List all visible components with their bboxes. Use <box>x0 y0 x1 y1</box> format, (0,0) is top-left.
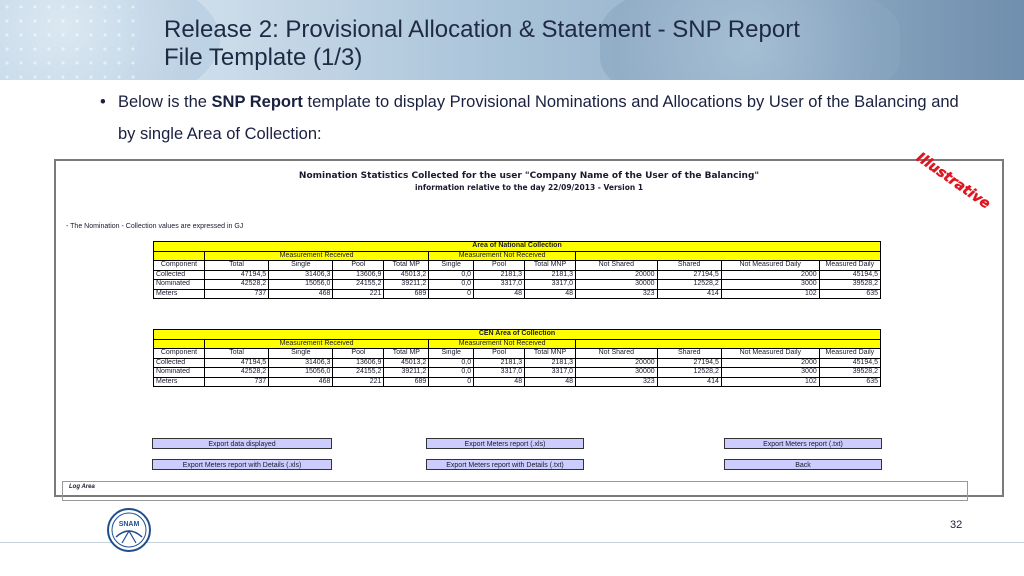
blank-cell <box>576 339 881 349</box>
cell: 689 <box>384 289 429 299</box>
cell: 635 <box>819 377 880 387</box>
column-header: Single <box>269 261 333 271</box>
export-xls-button[interactable]: Export Meters report (.xls) <box>426 438 584 449</box>
column-header: Pool <box>474 261 525 271</box>
snam-logo-icon <box>106 507 152 553</box>
cell: 0,0 <box>429 368 474 378</box>
cell: 0 <box>429 289 474 299</box>
cell: 15056,0 <box>269 368 333 378</box>
column-header: Shared <box>657 261 721 271</box>
cell: 39528,2 <box>819 280 880 290</box>
title-line-1: Release 2: Provisional Allocation & Statement - SNP Report <box>164 16 800 43</box>
svg-text:SNAM: SNAM <box>118 521 140 528</box>
column-header: Measured Daily <box>819 349 880 359</box>
column-header: Pool <box>474 349 525 359</box>
cell: 45194,5 <box>819 270 880 280</box>
cell: 48 <box>525 377 576 387</box>
column-header: Pool <box>333 261 384 271</box>
column-header: Shared <box>657 349 721 359</box>
cell: 737 <box>204 377 268 387</box>
cell: 221 <box>333 377 384 387</box>
group-header: Measurement Received <box>204 251 428 261</box>
export-details-txt-button[interactable]: Export Meters report with Details (.txt) <box>426 459 584 470</box>
cell: 31406,3 <box>269 270 333 280</box>
row-label: Meters <box>154 377 205 387</box>
cell: 3317,0 <box>474 280 525 290</box>
cell: 2000 <box>721 270 819 280</box>
column-header: Pool <box>333 349 384 359</box>
column-header: Measured Daily <box>819 261 880 271</box>
cell: 0,0 <box>429 280 474 290</box>
column-header: Total MP <box>384 261 429 271</box>
column-header: Single <box>429 261 474 271</box>
cell: 737 <box>204 289 268 299</box>
cell: 2181,3 <box>525 358 576 368</box>
cell: 3317,0 <box>525 280 576 290</box>
cell: 414 <box>657 289 721 299</box>
row-label: Nominated <box>154 280 205 290</box>
illustrative-stamp: Illustrative <box>913 149 994 213</box>
footer-divider <box>0 542 1024 543</box>
column-header: Total MNP <box>525 261 576 271</box>
column-header: Single <box>429 349 474 359</box>
row-label: Meters <box>154 289 205 299</box>
cen-collection-table <box>153 329 881 387</box>
cell: 2181,3 <box>474 270 525 280</box>
cell: 3317,0 <box>474 368 525 378</box>
cell: 2181,3 <box>474 358 525 368</box>
export-txt-button[interactable]: Export Meters report (.txt) <box>724 438 882 449</box>
column-header: Total MNP <box>525 349 576 359</box>
group-header: Measurement Received <box>204 339 428 349</box>
cell: 47194,5 <box>204 270 268 280</box>
cell: 20000 <box>576 358 658 368</box>
cell: 3000 <box>721 368 819 378</box>
cell: 102 <box>721 377 819 387</box>
slide-title <box>164 16 800 72</box>
cell: 3317,0 <box>525 368 576 378</box>
cell: 414 <box>657 377 721 387</box>
page-number: 32 <box>950 519 963 531</box>
cell: 48 <box>474 289 525 299</box>
cell: 48 <box>525 289 576 299</box>
row-label: Nominated <box>154 368 205 378</box>
cell: 20000 <box>576 270 658 280</box>
column-header: Not Shared <box>576 349 658 359</box>
cell: 24155,2 <box>333 280 384 290</box>
bullet-bold: SNP Report <box>211 93 303 111</box>
cell: 48 <box>474 377 525 387</box>
national-collection-table <box>153 241 881 299</box>
cell: 30000 <box>576 280 658 290</box>
cell: 0,0 <box>429 358 474 368</box>
cell: 468 <box>269 377 333 387</box>
cell: 12528,2 <box>657 368 721 378</box>
cell: 2181,3 <box>525 270 576 280</box>
cell: 45013,2 <box>384 358 429 368</box>
cell: 221 <box>333 289 384 299</box>
cell: 323 <box>576 377 658 387</box>
blank-cell <box>154 339 205 349</box>
cell: 42528,2 <box>204 368 268 378</box>
cell: 468 <box>269 289 333 299</box>
log-area-label: Log Area <box>69 484 95 490</box>
export-details-xls-button[interactable]: Export Meters report with Details (.xls) <box>152 459 332 470</box>
cell: 42528,2 <box>204 280 268 290</box>
column-header: Component <box>154 349 205 359</box>
unit-note: - The Nomination - Collection values are expressed in GJ <box>66 223 244 230</box>
column-header: Not Shared <box>576 261 658 271</box>
header-banner <box>0 0 1024 80</box>
cell: 27194,5 <box>657 270 721 280</box>
log-area[interactable] <box>62 481 968 501</box>
banner-dots <box>0 0 140 80</box>
column-header: Not Measured Daily <box>721 261 819 271</box>
report-title: Nomination Statistics Collected for the user "Company Name of the User of the Balancing" <box>298 171 760 181</box>
report-subtitle: information relative to the day 22/09/2013 - Version 1 <box>414 183 644 192</box>
cell: 102 <box>721 289 819 299</box>
row-label: Collected <box>154 358 205 368</box>
bullet-rest: template to display Provisional Nominations and Allocations by User of the Balancing and by single Area of Collection: <box>118 93 959 143</box>
bullet-paragraph <box>100 86 960 150</box>
row-label: Collected <box>154 270 205 280</box>
column-header: Not Measured Daily <box>721 349 819 359</box>
column-header: Total MP <box>384 349 429 359</box>
table-title: CEN Area of Collection <box>154 330 881 340</box>
cell: 12528,2 <box>657 280 721 290</box>
cell: 13606,9 <box>333 358 384 368</box>
cell: 45013,2 <box>384 270 429 280</box>
cell: 15056,0 <box>269 280 333 290</box>
column-header: Single <box>269 349 333 359</box>
cell: 3000 <box>721 280 819 290</box>
table-row <box>154 280 881 290</box>
blank-cell <box>154 251 205 261</box>
table-row <box>154 377 881 387</box>
cell: 30000 <box>576 368 658 378</box>
cell: 689 <box>384 377 429 387</box>
bullet-prefix: Below is the <box>118 93 212 111</box>
table-row <box>154 270 881 280</box>
cell: 0,0 <box>429 270 474 280</box>
group-header: Measurement Not Received <box>429 339 576 349</box>
cell: 24155,2 <box>333 368 384 378</box>
title-line-2: File Template (1/3) <box>164 44 363 71</box>
table-title: Area of National Collection <box>154 242 881 252</box>
bullet-icon: • <box>100 93 106 111</box>
cell: 45194,5 <box>819 358 880 368</box>
column-header: Component <box>154 261 205 271</box>
column-header: Total <box>204 349 268 359</box>
report-frame <box>54 149 1004 497</box>
cell: 31406,3 <box>269 358 333 368</box>
back-button[interactable]: Back <box>724 459 882 470</box>
cell: 323 <box>576 289 658 299</box>
cell: 0 <box>429 377 474 387</box>
cell: 13606,9 <box>333 270 384 280</box>
table-row <box>154 289 881 299</box>
column-header: Total <box>204 261 268 271</box>
cell: 39528,2 <box>819 368 880 378</box>
cell: 39211,2 <box>384 368 429 378</box>
cell: 39211,2 <box>384 280 429 290</box>
blank-cell <box>576 251 881 261</box>
cell: 47194,5 <box>204 358 268 368</box>
cell: 27194,5 <box>657 358 721 368</box>
table-row <box>154 358 881 368</box>
cell: 635 <box>819 289 880 299</box>
cell: 2000 <box>721 358 819 368</box>
group-header: Measurement Not Received <box>429 251 576 261</box>
table-row <box>154 368 881 378</box>
export-displayed-button[interactable]: Export data displayed <box>152 438 332 449</box>
